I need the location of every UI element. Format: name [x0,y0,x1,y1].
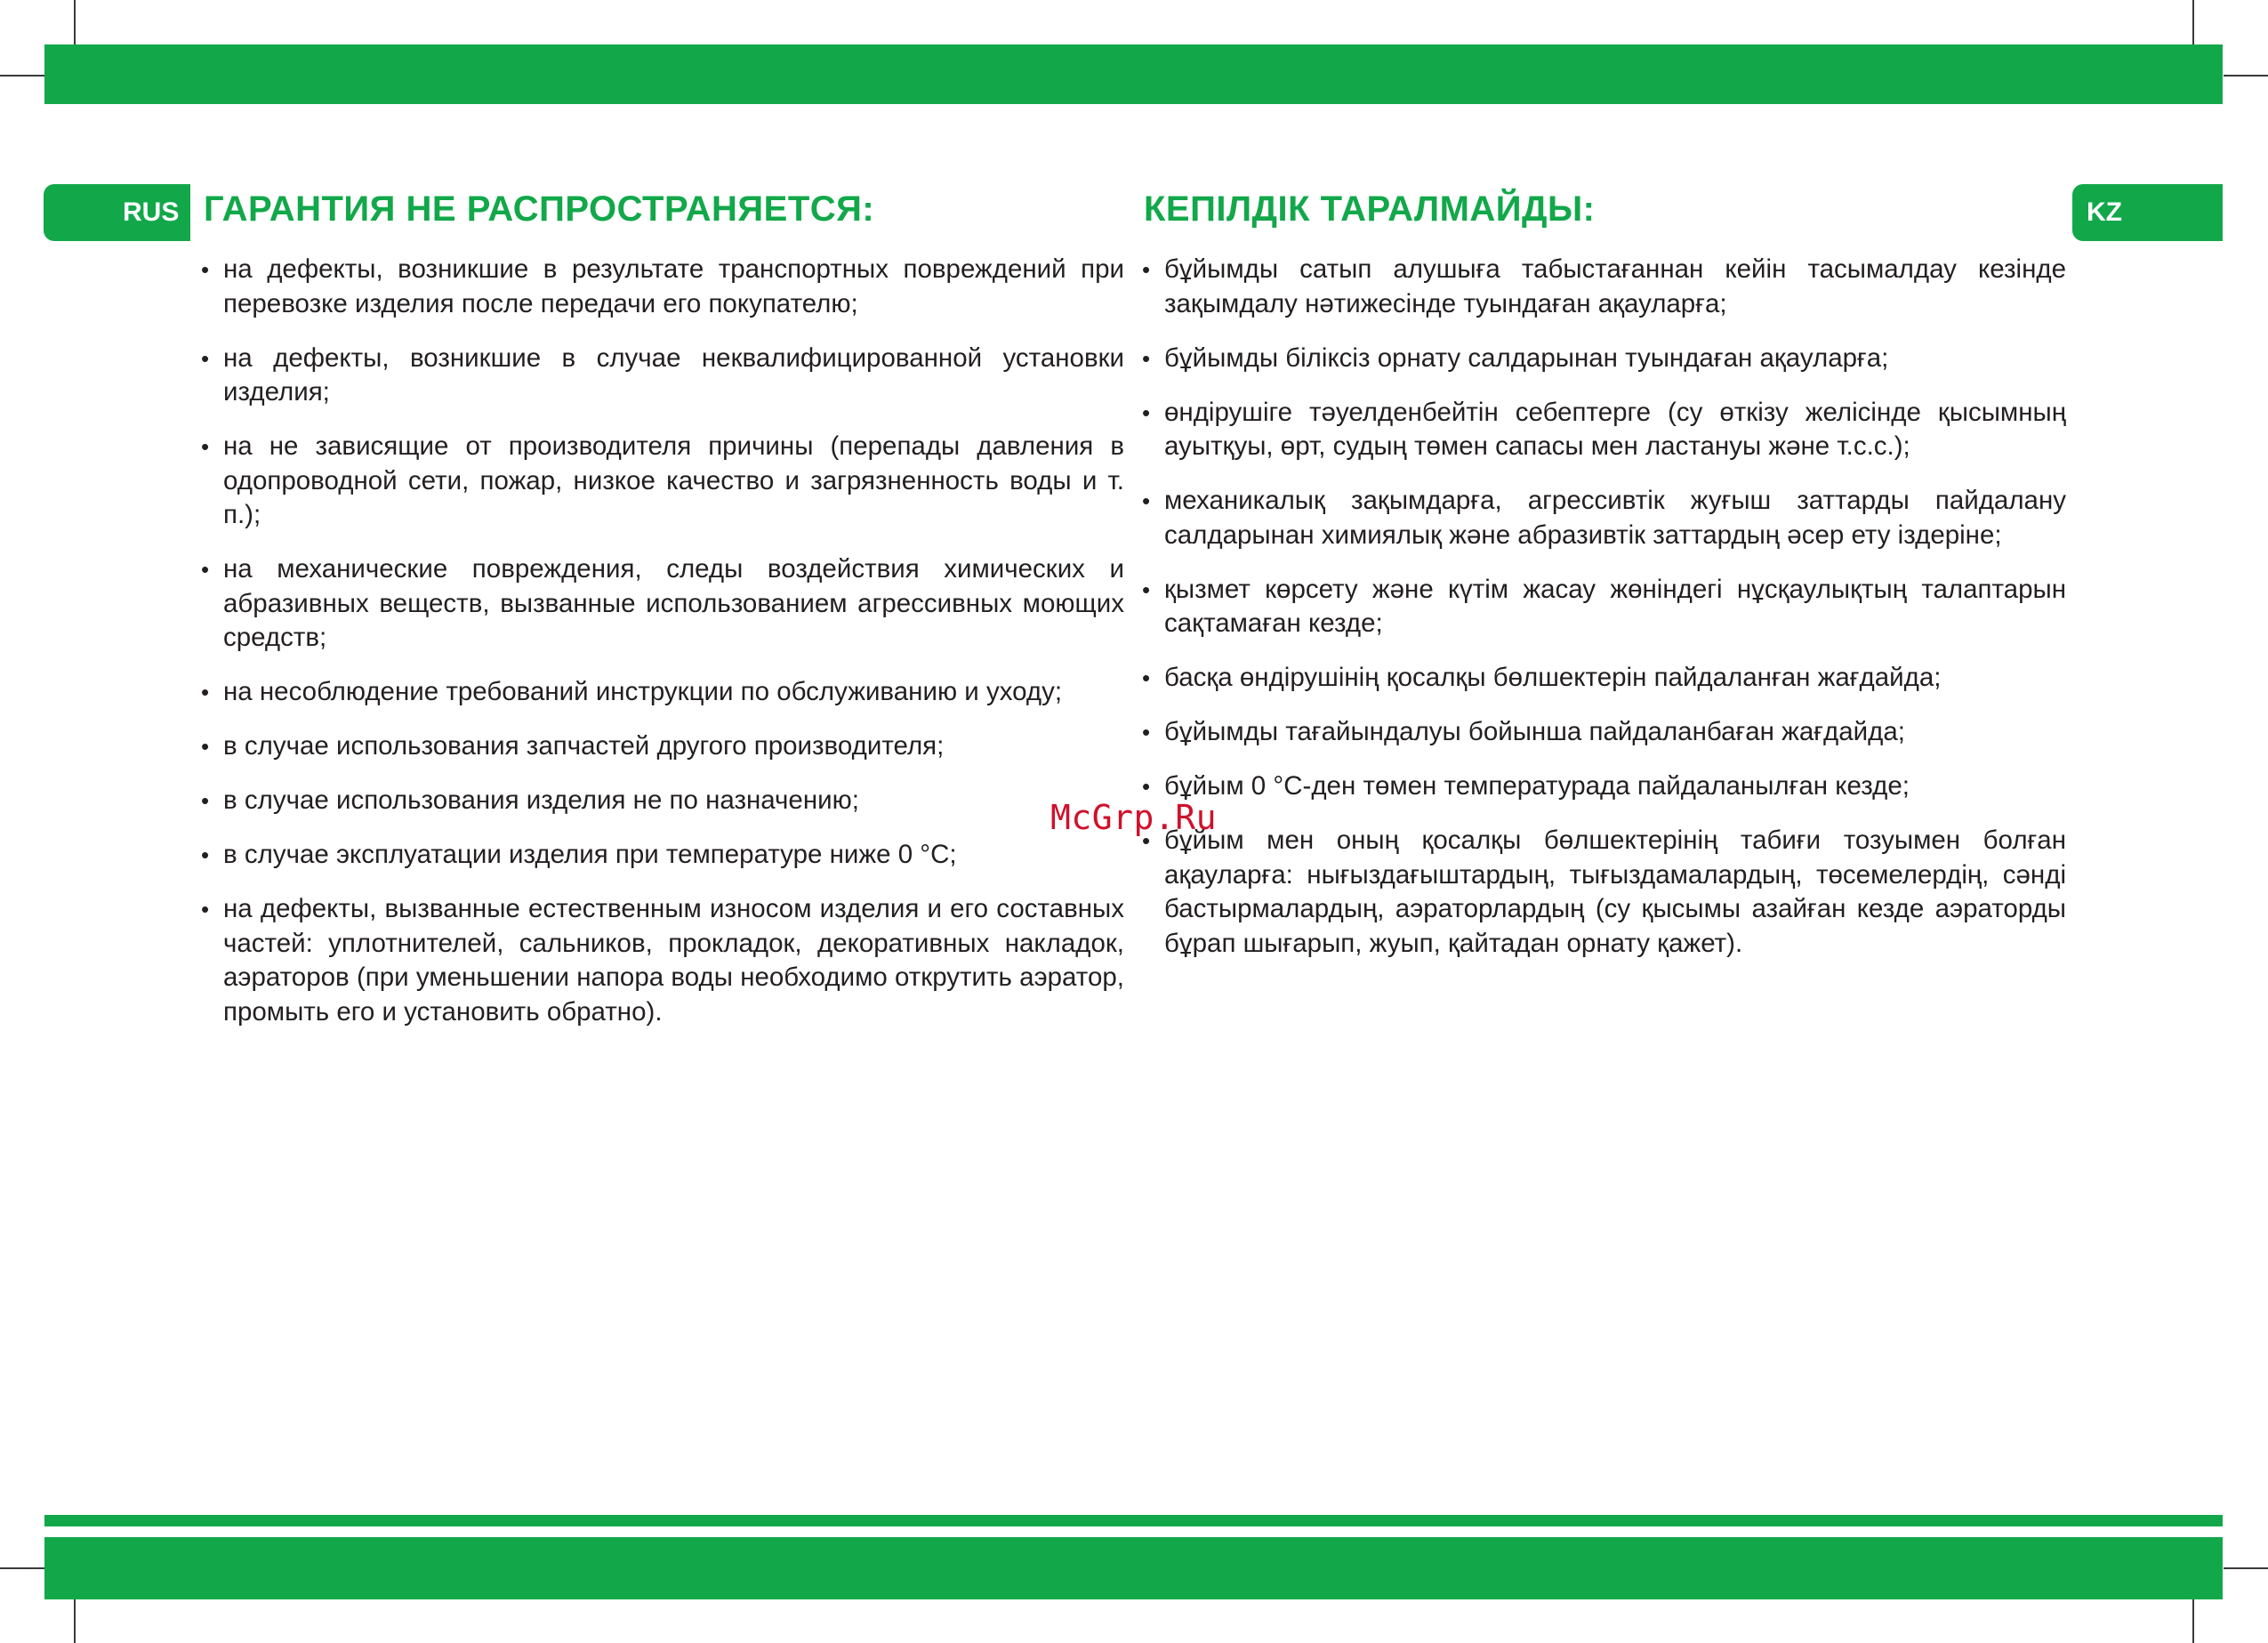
language-tab-rus: RUS [44,184,190,241]
list-item: • в случае использования изделия не по назначению; [201,784,1124,818]
list-item: • механикалық зақымдарға, агрессивтік жуғыш заттарды пайдалану салдарынан химиялық және абразивтік заттардың әсер ету іздеріне; [1142,484,2066,552]
heading-rus: ГАРАНТИЯ НЕ РАСПРОСТРАНЯЕТСЯ: [204,189,875,229]
list-item: • бұйымды тағайындалуы бойынша пайдаланбаған жағдайда; [1142,715,2066,750]
watermark: McGrp.Ru [1050,798,1218,837]
top-green-band [44,44,2223,104]
crop-mark [0,75,44,77]
warranty-exclusions-list-rus [201,253,1124,1050]
language-tab-kz: KZ [2072,184,2223,241]
list-item: • бұйымды біліксіз орнату салдарынан туындаған ақауларға; [1142,342,2066,376]
bottom-green-band [44,1537,2223,1599]
crop-mark [0,1567,44,1569]
list-item: • на несоблюдение требований инструкции по обслуживанию и уходу; [201,675,1124,710]
list-item: • қызмет көрсету және күтім жасау жөніндегі нұсқаулықтың талаптарын сақтамаған кезде; [1142,573,2066,641]
list-item: • бұйым мен оның қосалқы бөлшектерінің табиғи тозуымен болған ақауларға: нығыздағыштардың, тығыздамалардың, төсемелердің, сәнді бастырмалардың, аэраторлардың (су қысымы азайған кезде аэраторды бұрап шығарып, жуып, қайтадан орнату қажет). [1142,824,2066,961]
list-item: • на дефекты, возникшие в результате транспортных повреждений при перевозке изделия после передачи его покупателю; [201,253,1124,321]
list-item: • басқа өндірушінің қосалқы бөлшектерін пайдаланған жағдайда; [1142,661,2066,696]
crop-mark [2224,75,2268,77]
list-item: • в случае эксплуатации изделия при температуре ниже 0 °С; [201,838,1124,873]
list-item: • на не зависящие от производителя причины (перепады давления в одопроводной сети, пожар, низкое качество и загрязненность воды и т. п.); [201,430,1124,533]
list-item: • өндірушіге тәуелденбейтін себептерге (су өткізу желісінде қысымның ауытқуы, өрт, судың төмен сапасы мен ластануы және т.с.с.); [1142,396,2066,464]
heading-kz: КЕПІЛДІК ТАРАЛМАЙДЫ: [1144,189,1596,229]
crop-mark [2224,1567,2268,1569]
list-item: • бұйым 0 °С-ден төмен температурада пайдаланылған кезде; [1142,769,2066,804]
bottom-green-stripe [44,1515,2223,1526]
list-item: • на дефекты, возникшие в случае неквалифицированной установки изделия; [201,342,1124,410]
list-item: • бұйымды сатып алушыға табыстағаннан кейін тасымалдау кезінде зақымдалу нәтижесінде туындаған ақауларға; [1142,253,2066,321]
list-item: • на дефекты, вызванные естественным износом изделия и его составных частей: уплотнителей, сальников, прокладок, декоративных накладок, аэраторов (при уменьшении напора воды необходимо открутить аэратор, промыть его и установить обратно). [201,892,1124,1029]
list-item: • в случае использования запчастей другого производителя; [201,729,1124,764]
list-item: • на механические повреждения, следы воздействия химических и абразивных веществ, вызванные использованием агрессивных моющих средств; [201,552,1124,656]
warranty-exclusions-list-kz [1142,253,2066,981]
